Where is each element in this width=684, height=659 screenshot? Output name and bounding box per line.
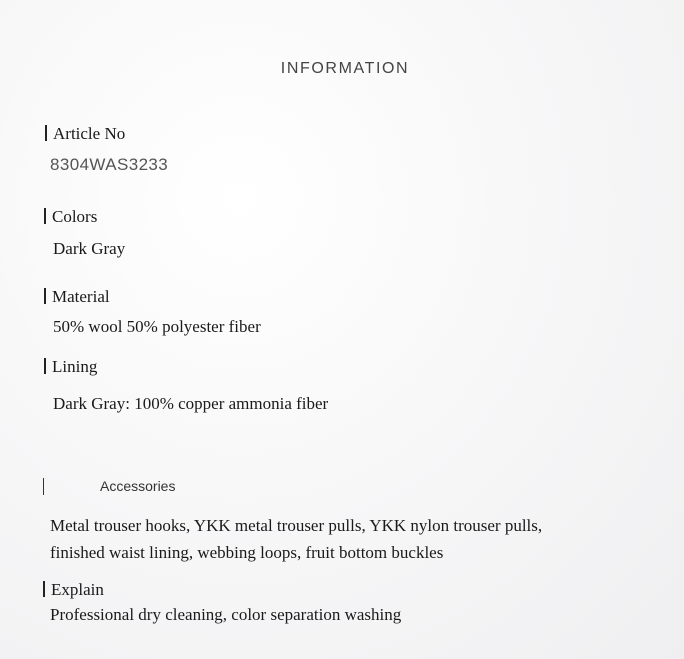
lining-label (44, 357, 97, 377)
material-label-text: Material (52, 287, 110, 306)
explain-value: Professional dry cleaning, color separation washing (50, 605, 402, 624)
explain-label (43, 580, 104, 600)
lining-label-text: Lining (52, 357, 98, 376)
material-value: 50% wool 50% polyester fiber (53, 317, 261, 336)
material-label (44, 287, 110, 307)
article-no-label-text: Article No (53, 124, 126, 143)
explain-label-text: Explain (51, 580, 104, 599)
colors-value: Dark Gray (53, 239, 126, 258)
colors-label (44, 207, 97, 227)
divider-bar (44, 288, 46, 304)
accessories-label: Accessories (100, 478, 176, 494)
accessories-value-line-2: finished waist lining, webbing loops, fruit bottom buckles (50, 543, 444, 562)
section-heading: INFORMATION (280, 60, 410, 77)
article-no-value: 8304WAS3233 (50, 155, 169, 174)
article-no-label (45, 124, 125, 144)
divider-bar (43, 478, 44, 495)
divider-bar (45, 125, 47, 141)
divider-bar (44, 358, 46, 374)
divider-bar (44, 208, 46, 224)
lining-value: Dark Gray: 100% copper ammonia fiber (53, 394, 329, 413)
divider-bar (43, 581, 45, 597)
accessories-value-line-1: Metal trouser hooks, YKK metal trouser pulls, YKK nylon trouser pulls, (50, 516, 543, 535)
colors-label-text: Colors (52, 207, 98, 226)
